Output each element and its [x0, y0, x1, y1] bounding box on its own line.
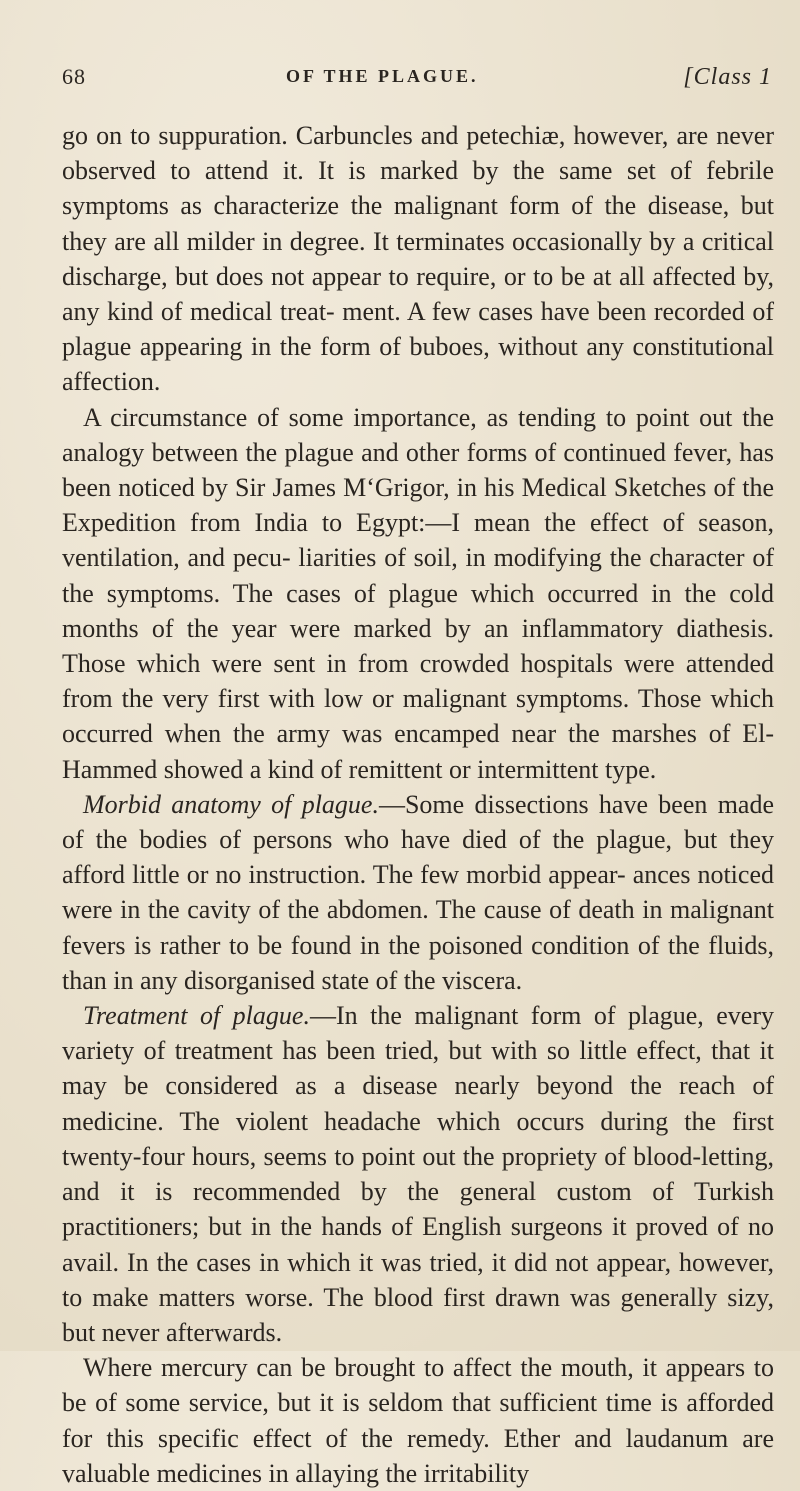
paragraph-text: go on to suppuration. Carbuncles and petechiæ, however, are never observed to attend it. It is marked by the same set of febrile symptoms as characterize the malignant form of the disease, but they are all milder in degree. It terminates occasionally by a critical discharge, but does not appear to require, or to be at all affected by, any kind of medical treat- ment. A few cases have been recorded of plague appearing in the form of buboes, without any constitutional affection.: [62, 121, 774, 397]
running-title: OF THE PLAGUE.: [286, 66, 479, 86]
section-heading: Morbid anatomy of plague.: [83, 789, 379, 819]
paragraph: [62, 787, 774, 998]
body-text: [62, 118, 774, 1491]
paragraph-text: —Some dissections have been made of the bodies of persons who have died of the plague, but they afford little or no instruction. The few morbid appear- ances noticed were in the cavity of the abdomen. The cause of death in malignant fevers is rather to be found in the poisoned condition of the fluids, than in any disorganised state of the viscera.: [62, 789, 775, 995]
paragraph: [62, 118, 774, 400]
paragraph-text: A circumstance of some importance, as tending to point out the analogy between the plague and other forms of continued fever, has been noticed by Sir James M‘Grigor, in his Medical Sketches of the Expedition from India to Egypt:—I mean the effect of season, ventilation, and pecu- liarities of soil, in modifying the character of the symptoms. The cases of plague which occurred in the cold months of the year were marked by an inflammatory diathesis. Those which were sent in from crowded hospitals were attended from the very first with low or malignant symptoms. Those which occurred when the army was encamped near the marshes of El-Hammed showed a kind of remittent or intermittent type.: [62, 402, 774, 784]
paragraph: [62, 1350, 774, 1491]
class-mark: [Class 1: [683, 64, 772, 90]
page-number: 68: [62, 64, 86, 89]
paragraph: [62, 998, 774, 1350]
book-page: [62, 58, 774, 1491]
paragraph-text: —In the malignant form of plague, every variety of treatment has been tried, but with so little effect, that it may be considered as a disease nearly beyond the reach of medicine. The violent headache which occurs during the first twenty-four hours, seems to point out the propriety of blood-letting, and it is recommended by the general custom of Turkish practitioners; but in the hands of English surgeons it proved of no avail. In the cases in which it was tried, it did not appear, however, to make matters worse. The blood first drawn was generally sizy, but never afterwards.: [62, 1001, 774, 1347]
running-head: [62, 58, 774, 88]
paragraph-text: Where mercury can be brought to affect the mouth, it appears to be of some service, but it is seldom that sufficient time is afforded for this specific effect of the remedy. Ether and laudanum are valuable medicines in allaying the irritability: [62, 1353, 774, 1488]
section-heading: Treatment of plague.: [83, 1001, 310, 1031]
paragraph: [62, 400, 774, 787]
